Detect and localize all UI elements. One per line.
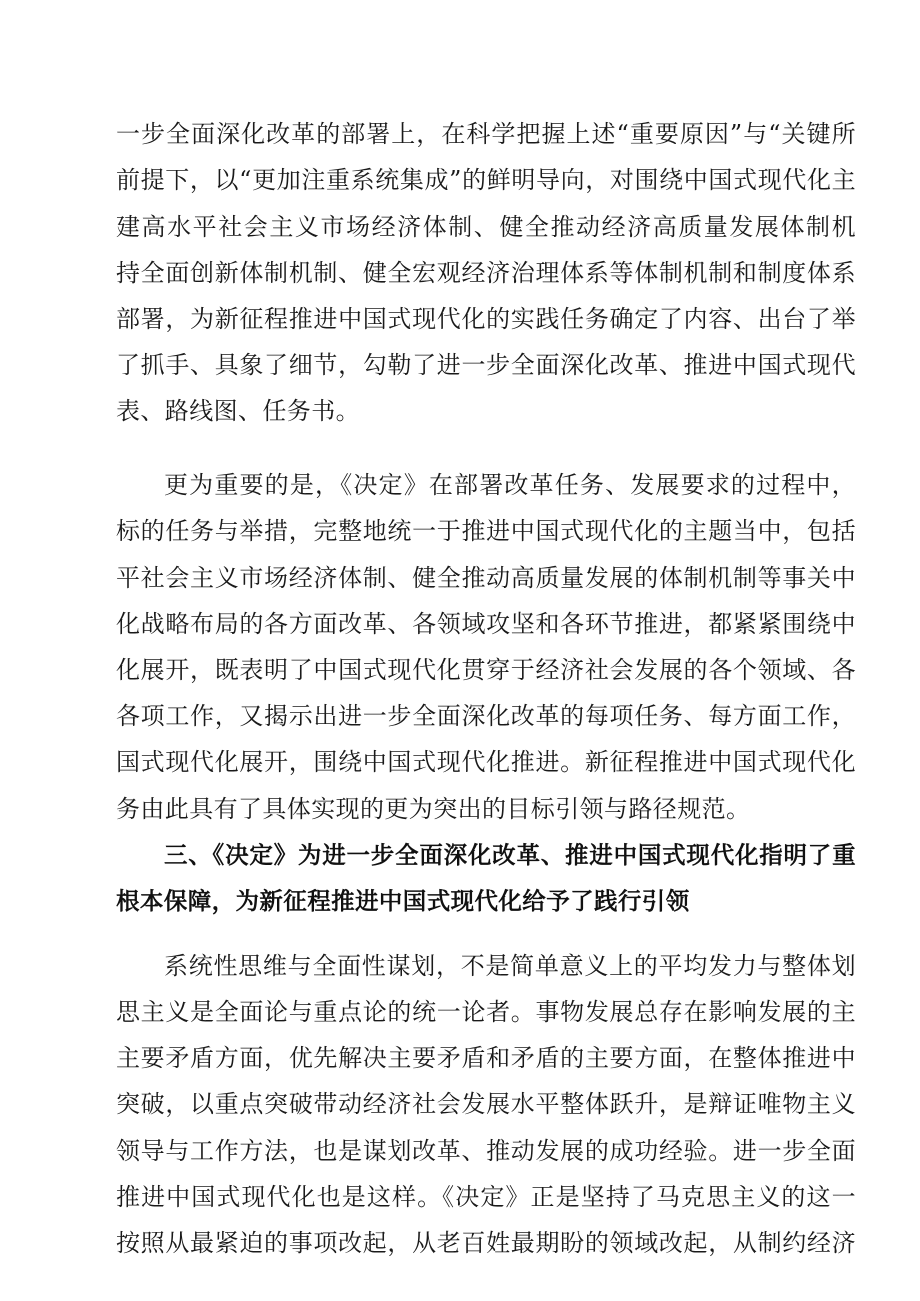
- paragraph-2-line: 化展开，既表明了中国式现代化贯穿于经济社会发展的各个领域、各: [116, 656, 856, 684]
- section-heading-line: 三、《决定》为进一步全面深化改革、推进中国式现代化指明了重: [164, 841, 856, 869]
- paragraph-1-line: 部署，为新征程推进中国式现代化的实践任务确定了内容、出台了举: [116, 305, 856, 333]
- paragraph-1-line: 了抓手、具象了细节，勾勒了进一步全面深化改革、推进中国式现代: [116, 351, 856, 379]
- section-heading-line: 根本保障，为新征程推进中国式现代化给予了践行引领: [116, 887, 690, 915]
- paragraph-2-line: 各项工作，又揭示出进一步全面深化改革的每项任务、每方面工作，: [116, 702, 856, 730]
- paragraph-1-line: 建高水平社会主义市场经济体制、健全推动经济高质量发展体制机: [116, 213, 856, 241]
- paragraph-1-line: 表、路线图、任务书。: [116, 397, 360, 425]
- paragraph-1-line: 一步全面深化改革的部署上，在科学把握上述“重要原因”与“关键所: [116, 120, 856, 148]
- paragraph-2-line: 务由此具有了具体实现的更为突出的目标引领与路径规范。: [116, 795, 751, 823]
- paragraph-3-line: 主要矛盾方面，优先解决主要矛盾和矛盾的主要方面，在整体推进中: [116, 1044, 856, 1072]
- paragraph-1-line: 持全面创新体制机制、健全宏观经济治理体系等体制机制和制度体系: [116, 259, 856, 287]
- paragraph-1-line: 前提下，以“更加注重系统集成”的鲜明导向，对围绕中国式现代化主: [116, 166, 856, 194]
- paragraph-3-line: 推进中国式现代化也是这样。《决定》正是坚持了马克思主义的这一: [116, 1183, 856, 1211]
- paragraph-2-line: 平社会主义市场经济体制、健全推动高质量发展的体制机制等事关中: [116, 564, 856, 592]
- paragraph-2-line: 化战略布局的各方面改革、各领域攻坚和各环节推进，都紧紧围绕中: [116, 610, 856, 638]
- paragraph-3-line: 思主义是全面论与重点论的统一论者。事物发展总存在影响发展的主: [116, 998, 856, 1026]
- paragraph-3-line: 系统性思维与全面性谋划，不是简单意义上的平均发力与整体划: [164, 952, 856, 980]
- paragraph-2-line: 标的任务与举措，完整地统一于推进中国式现代化的主题当中，包括: [116, 517, 856, 545]
- paragraph-2-line: 国式现代化展开，围绕中国式现代化推进。新征程推进中国式现代化: [116, 748, 856, 776]
- paragraph-3-line: 按照从最紧迫的事项改起，从老百姓最期盼的领域改起，从制约经济: [116, 1229, 856, 1257]
- paragraph-2-line: 更为重要的是，《决定》在部署改革任务、发展要求的过程中，: [164, 471, 856, 499]
- paragraph-3-line: 突破，以重点突破带动经济社会发展水平整体跃升，是辩证唯物主义: [116, 1090, 856, 1118]
- paragraph-3-line: 领导与工作方法，也是谋划改革、推动发展的成功经验。进一步全面: [116, 1137, 856, 1165]
